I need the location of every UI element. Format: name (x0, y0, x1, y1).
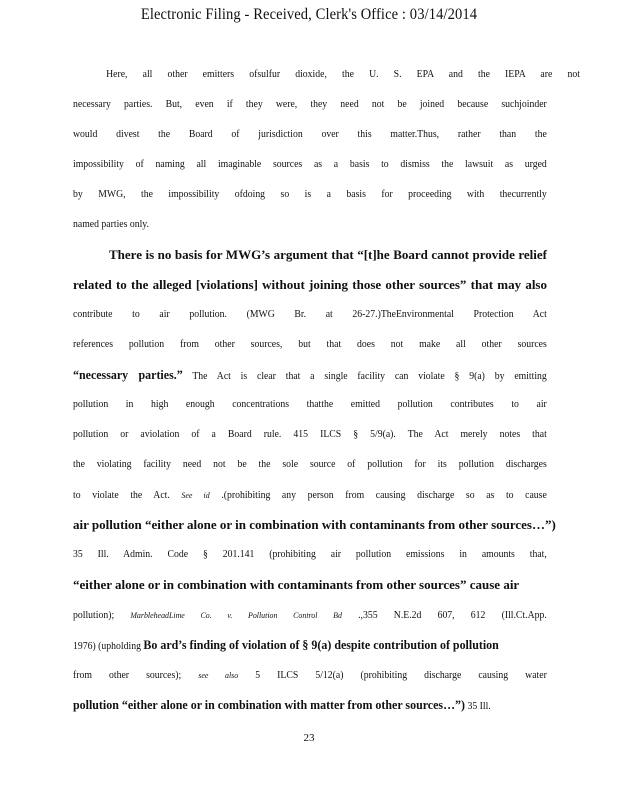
text-line: the violating facility need not be the sole source of pollution for its pollution discharges (73, 459, 547, 470)
citation-signal: see also (198, 670, 239, 680)
text-line: related to the alleged [violations] without joining those other sources” that may also (73, 277, 547, 292)
text-span: from other sources); (73, 670, 199, 681)
text-line: air pollution “either alone or in combination with contaminants from other sources…”) (73, 517, 556, 532)
text-line: necessary parties. But, even if they were, they need not be joined because suchjoinder (73, 99, 547, 110)
case-name: MarbleheadLime Co. v. Pollution Control Bd (130, 610, 342, 620)
page-number: 23 (303, 732, 315, 744)
text-line: contribute to air pollution. (MWG Br. at 26-27.)TheEnvironmental Protection Act (73, 309, 547, 320)
text-line: references pollution from other sources, but that does not make all other sources (73, 339, 547, 350)
electronic-filing-header: Electronic Filing - Received, Clerk's Office : 03/14/2014 (140, 6, 478, 23)
text-line (73, 630, 509, 660)
document-body (73, 60, 580, 720)
emphasis-text: pollution “either alone or in combination with matter from other sources…”) (73, 697, 466, 712)
text-line (73, 660, 547, 690)
text-span: 1976) (upholding (73, 641, 144, 652)
text-line (73, 480, 547, 510)
text-span: pollution); (73, 610, 131, 621)
text-line: pollution or aviolation of a Board rule. 415 ILCS § 5/9(a). The Act merely notes that (73, 429, 547, 440)
text-span: .(prohibiting any person from causing discharge so as to cause (209, 490, 547, 501)
text-line: There is no basis for MWG’s argument that “[t]he Board cannot provide relief (109, 247, 547, 262)
text-line: impossibility of naming all imaginable sources as a basis to dismiss the lawsuit as urged (73, 159, 547, 170)
text-span: The Act is clear that a single facility can violate § 9(a) by emitting (182, 371, 547, 382)
text-line: would divest the Board of jurisdiction over this matter.Thus, rather than the (73, 129, 547, 140)
text-span: 35 Ill. (465, 701, 491, 712)
text-span: to violate the Act. (73, 490, 182, 501)
text-line: named parties only. (73, 219, 149, 230)
text-line (73, 600, 547, 630)
text-line: pollution in high enough concentrations thatthe emitted pollution contributes to air (73, 399, 547, 410)
emphasis-text: Bo ard’s finding of violation of § 9(a) despite contribution of pollution (143, 637, 499, 652)
text-line: by MWG, the impossibility ofdoing so is a basis for proceeding with thecurrently (73, 189, 547, 200)
text-span: .,355 N.E.2d 607, 612 (Ill.Ct.App. (341, 610, 547, 621)
text-line: Here, all other emitters ofsulfur dioxide, the U. S. EPA and the IEPA are not (106, 69, 580, 80)
text-line: 35 Ill. Admin. Code § 201.141 (prohibiting air pollution emissions in amounts that, (73, 549, 547, 560)
text-span: 5 ILCS 5/12(a) (prohibiting discharge causing water (238, 670, 547, 681)
text-line (73, 690, 509, 720)
text-line: “either alone or in combination with contaminants from other sources” cause air (73, 577, 520, 592)
text-line (73, 360, 547, 390)
emphasis-text: “necessary parties.” (73, 367, 183, 382)
citation-signal: See id (181, 490, 210, 500)
